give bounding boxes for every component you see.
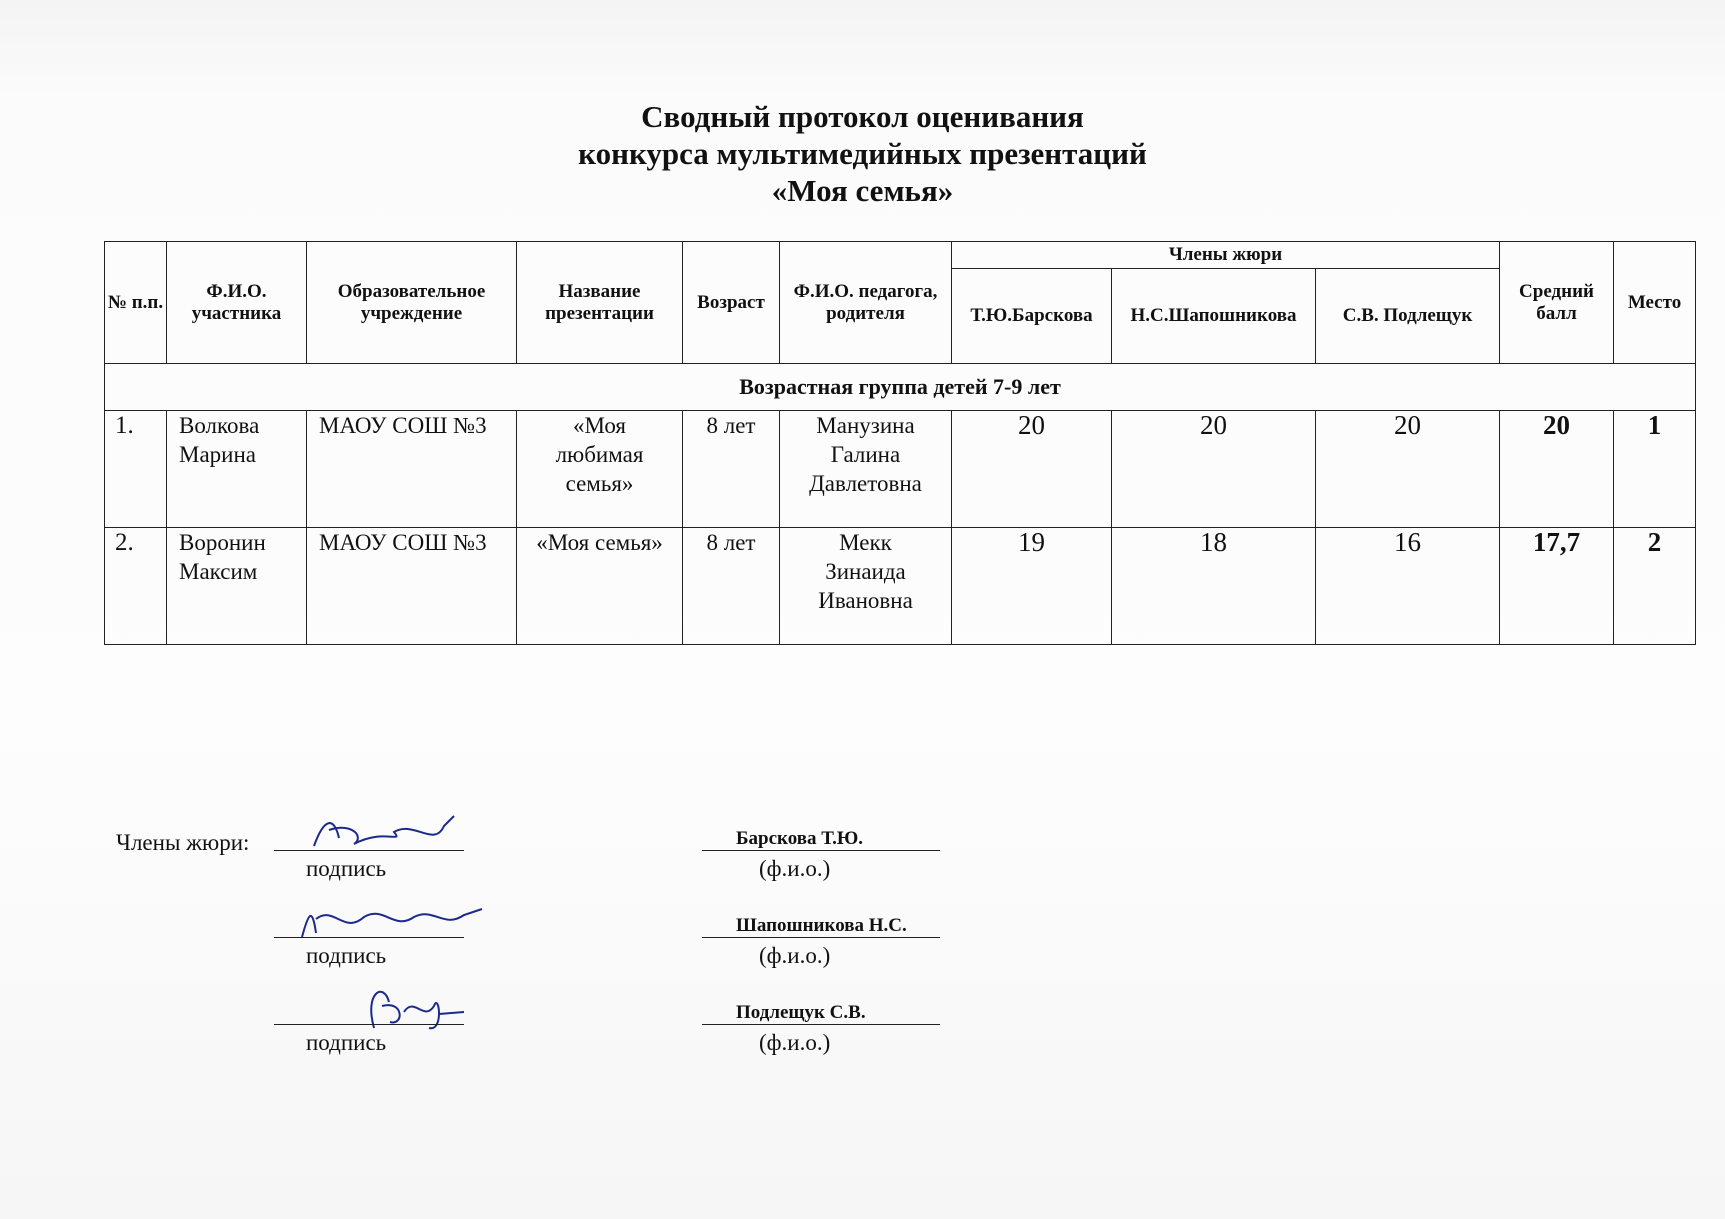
institution-cell: МАОУ СОШ №3 bbox=[307, 528, 517, 645]
teacher-patronymic: Ивановна bbox=[818, 588, 913, 613]
jury-member-name: Барскова Т.Ю. bbox=[736, 828, 863, 849]
col-header-participant: Ф.И.О. участника bbox=[167, 242, 307, 364]
title-line-1: Сводный протокол оценивания bbox=[641, 99, 1084, 134]
average-score: 20 bbox=[1500, 411, 1614, 528]
participant-name: Максим bbox=[179, 559, 258, 584]
fio-caption: (ф.и.о.) bbox=[759, 856, 831, 881]
col-header-jury-group: Члены жюри bbox=[952, 242, 1500, 269]
score-jury-2: 20 bbox=[1112, 411, 1316, 528]
presentation-line: любимая bbox=[555, 442, 644, 467]
participant-surname: Воронин bbox=[179, 530, 266, 555]
teacher-cell bbox=[780, 411, 952, 528]
average-score: 17,7 bbox=[1500, 528, 1614, 645]
score-jury-1: 19 bbox=[952, 528, 1112, 645]
fio-line bbox=[702, 850, 940, 851]
signature-row bbox=[274, 994, 974, 1074]
age-cell: 8 лет bbox=[683, 528, 780, 645]
teacher-name: Зинаида bbox=[825, 559, 906, 584]
col-header-jury-2: Н.С.Шапошникова bbox=[1112, 269, 1316, 364]
jury-member-name: Шапошникова Н.С. bbox=[736, 915, 907, 936]
score-jury-3: 16 bbox=[1316, 528, 1500, 645]
place-cell: 1 bbox=[1614, 411, 1696, 528]
document-title bbox=[0, 98, 1725, 209]
title-line-2: конкурса мультимедийных презентаций bbox=[578, 136, 1147, 171]
group-row bbox=[105, 364, 1696, 411]
participant-name: Марина bbox=[179, 442, 256, 467]
signature-caption: подпись bbox=[306, 856, 387, 881]
participant-surname: Волкова bbox=[179, 413, 260, 438]
signature-row bbox=[274, 820, 974, 900]
place-cell: 2 bbox=[1614, 528, 1696, 645]
signature-caption: подпись bbox=[306, 1030, 387, 1055]
presentation-cell bbox=[517, 411, 683, 528]
score-jury-3: 20 bbox=[1316, 411, 1500, 528]
header-row bbox=[105, 242, 1696, 269]
teacher-cell bbox=[780, 528, 952, 645]
presentation-line: семья» bbox=[565, 471, 634, 496]
institution-cell: МАОУ СОШ №3 bbox=[307, 411, 517, 528]
participant-cell bbox=[167, 528, 307, 645]
fio-caption: (ф.и.о.) bbox=[759, 943, 831, 968]
age-group-label: Возрастная группа детей 7-9 лет bbox=[105, 364, 1696, 411]
row-number: 2. bbox=[105, 528, 167, 645]
teacher-surname: Манузина bbox=[816, 413, 915, 438]
col-header-teacher: Ф.И.О. педагога, родителя bbox=[780, 242, 952, 364]
presentation-line: «Моя bbox=[572, 413, 627, 438]
col-header-place: Место bbox=[1614, 242, 1696, 364]
age-cell: 8 лет bbox=[683, 411, 780, 528]
col-header-institution: Образовательное учреждение bbox=[307, 242, 517, 364]
col-header-jury-1: Т.Ю.Барскова bbox=[952, 269, 1112, 364]
results-table bbox=[104, 241, 1696, 645]
score-jury-1: 20 bbox=[952, 411, 1112, 528]
signature-line bbox=[274, 1024, 464, 1025]
row-number: 1. bbox=[105, 411, 167, 528]
signature-line bbox=[274, 937, 464, 938]
col-header-age: Возраст bbox=[683, 242, 780, 364]
col-header-average: Средний балл bbox=[1500, 242, 1614, 364]
jury-signatures-label: Члены жюри: bbox=[116, 830, 250, 855]
presentation-line: «Моя семья» bbox=[536, 530, 663, 555]
col-header-num: № п.п. bbox=[105, 242, 167, 364]
teacher-name: Галина bbox=[830, 442, 901, 467]
signature-caption: подпись bbox=[306, 943, 387, 968]
col-header-presentation: Название презентации bbox=[517, 242, 683, 364]
table-row bbox=[105, 528, 1696, 645]
score-jury-2: 18 bbox=[1112, 528, 1316, 645]
participant-cell bbox=[167, 411, 307, 528]
fio-line bbox=[702, 937, 940, 938]
fio-line bbox=[702, 1024, 940, 1025]
title-line-3: «Моя семья» bbox=[771, 173, 954, 208]
signature-row bbox=[274, 907, 974, 987]
presentation-cell bbox=[517, 528, 683, 645]
table-row bbox=[105, 411, 1696, 528]
teacher-patronymic: Давлетовна bbox=[809, 471, 922, 496]
fio-caption: (ф.и.о.) bbox=[759, 1030, 831, 1055]
teacher-surname: Мекк bbox=[839, 530, 892, 555]
col-header-jury-3: С.В. Подлещук bbox=[1316, 269, 1500, 364]
signature-line bbox=[274, 850, 464, 851]
jury-member-name: Подлещук С.В. bbox=[736, 1002, 866, 1023]
